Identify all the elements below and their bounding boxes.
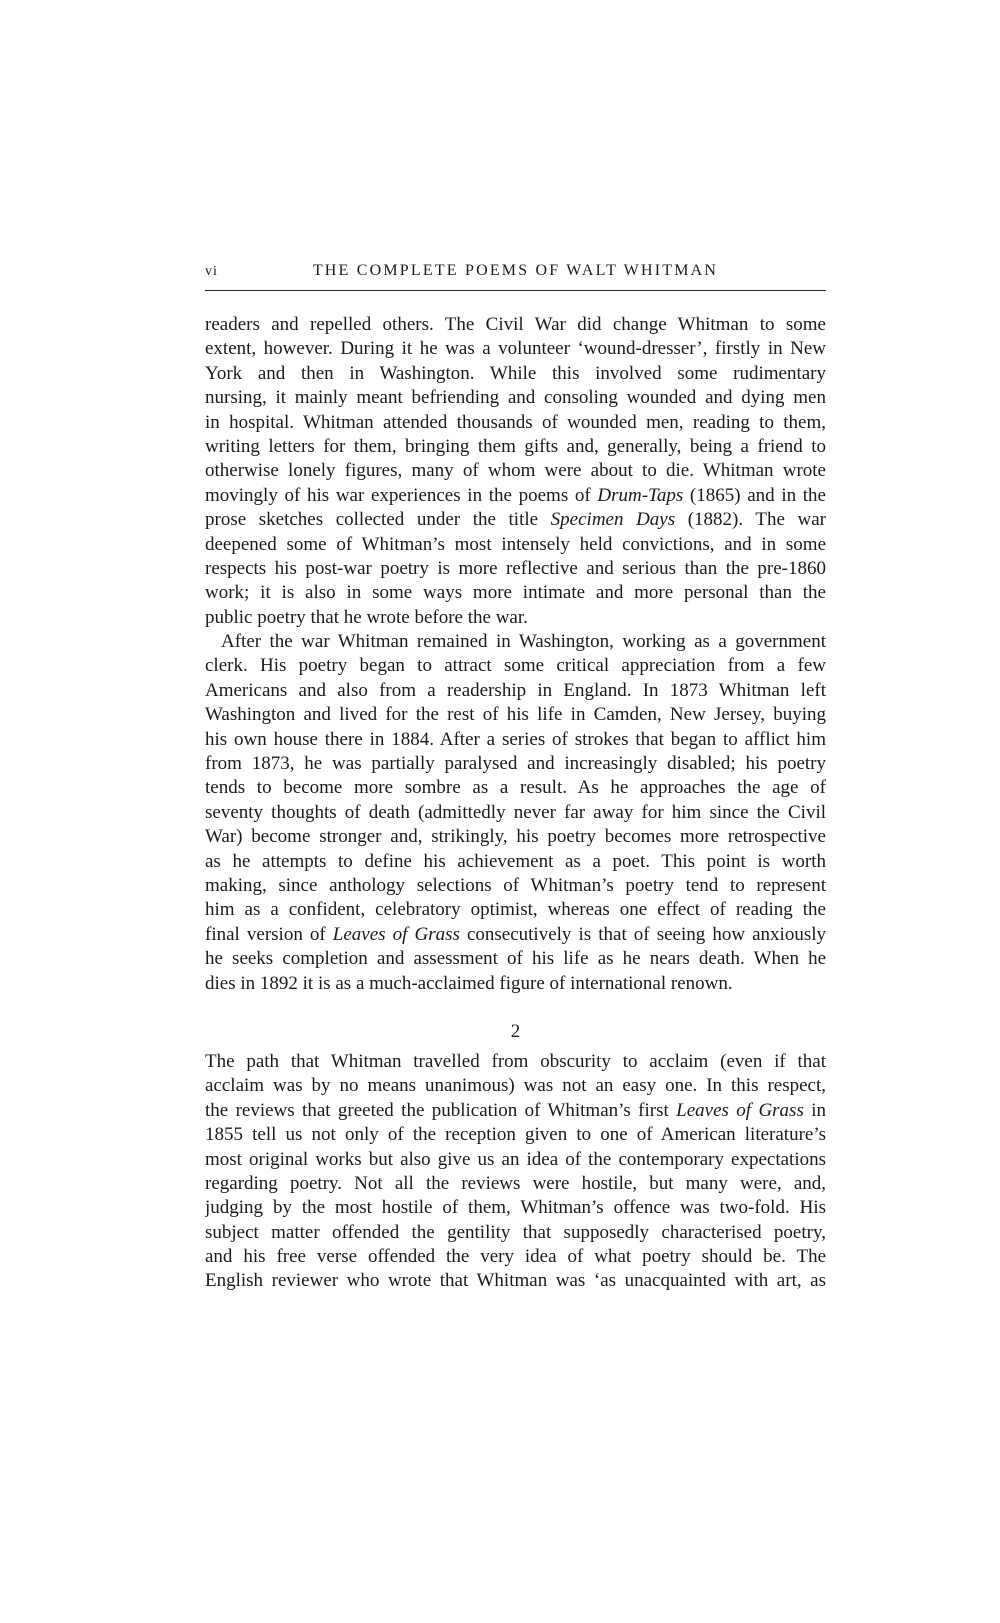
italic-title: Drum-Taps [597,484,684,506]
paragraph-1 [205,313,826,630]
text-line: he seeks completion and assessment of his life as he nears death. When he [205,948,826,970]
book-page [205,262,826,1294]
text-line: dies in 1892 it is as a much-acclaimed figure of international renown. [205,972,733,994]
text-line: clerk. His poetry began to attract some critical appreciation from a few [205,655,826,677]
text-line: him as a confident, celebratory optimist, whereas one effect of reading the [205,899,826,921]
text-line: readers and repelled others. The Civil War did change Whitman to some [205,314,826,335]
text-line: and his free verse offended the very idea of what poetry should be. The [205,1246,826,1268]
text-line: subject matter offended the gentility that supposedly characterised poetry, [205,1221,826,1243]
text-line: Washington and lived for the rest of his life in Camden, New Jersey, buying [205,704,826,726]
text-line: work; it is also in some ways more intimate and more personal than the [205,582,826,604]
text-line: most original works but also give us an idea of the contemporary expectations [205,1148,826,1170]
text-segment: movingly of his war experiences in the poems of [205,484,598,506]
text-line: After the war Whitman remained in Washington, working as a government [221,631,826,653]
text-line: respects his post-war poetry is more reflective and serious than the pre-1860 [205,557,826,579]
text-line [205,508,826,532]
text-segment: final version of [205,923,333,945]
page-number: vi [205,264,218,279]
text-line: tends to become more sombre as a result. As he approaches the age of [205,777,826,799]
text-line: as he attempts to define his achievement as a poet. This point is worth [205,850,826,872]
text-segment: the reviews that greeted the publication of Whitman’s first [205,1099,677,1121]
text-line: acclaim was by no means unanimous) was not an easy one. In this respect, [205,1075,826,1097]
text-segment: in [803,1099,826,1121]
text-line: nursing, it mainly meant befriending and consoling wounded and dying men [205,387,826,409]
text-line [205,923,826,947]
text-line: making, since anthology selections of Whitman’s poetry tend to represent [205,874,826,896]
text-line: English reviewer who wrote that Whitman was ‘as unacquainted with art, as [205,1270,826,1292]
text-line [205,1099,826,1123]
text-line: 1855 tell us not only of the reception given to one of American literature’s [205,1124,826,1146]
text-line: writing letters for them, bringing them gifts and, generally, being a friend to [205,435,826,457]
paragraph-3 [205,1050,826,1294]
text-line: extent, however. During it he was a volunteer ‘wound-dresser’, firstly in New [205,338,826,360]
text-line: Americans and also from a readership in England. In 1873 Whitman left [205,679,826,701]
italic-title: Specimen Days [550,509,676,531]
text-segment: (1882). The war [675,509,826,531]
text-line: deepened some of Whitman’s most intensely held convictions, and in some [205,533,826,555]
text-line: public poetry that he wrote before the war. [205,606,528,628]
text-line: otherwise lonely figures, many of whom were about to die. Whitman wrote [205,460,826,482]
section-number: 2 [510,1020,521,1042]
text-segment: prose sketches collected under the title [205,509,551,531]
text-line: The path that Whitman travelled from obscurity to acclaim (even if that [205,1050,826,1072]
text-line [205,484,826,508]
text-line: regarding poetry. Not all the reviews were hostile, but many were, and, [205,1172,826,1194]
running-title: THE COMPLETE POEMS OF WALT WHITMAN [312,262,719,279]
text-line: seventy thoughts of death (admittedly never far away for him since the Civil [205,801,826,823]
italic-title: Leaves of Grass [332,923,460,945]
text-line: judging by the most hostile of them, Whitman’s offence was two-fold. His [205,1197,826,1219]
text-line: in hospital. Whitman attended thousands of wounded men, reading to them, [205,411,826,433]
text-line: York and then in Washington. While this involved some rudimentary [205,362,826,384]
paragraph-2 [205,630,826,996]
body-text [205,313,826,1294]
italic-title: Leaves of Grass [676,1099,804,1121]
text-line: War) become stronger and, strikingly, his poetry becomes more retrospective [205,826,826,848]
text-segment: (1865) and in the [683,484,826,506]
text-segment: consecutively is that of seeing how anxiously [459,923,826,945]
text-line: from 1873, he was partially paralysed and increasingly disabled; his poetry [205,753,826,775]
running-head [205,262,826,291]
text-line: his own house there in 1884. After a series of strokes that began to afflict him [205,728,826,750]
